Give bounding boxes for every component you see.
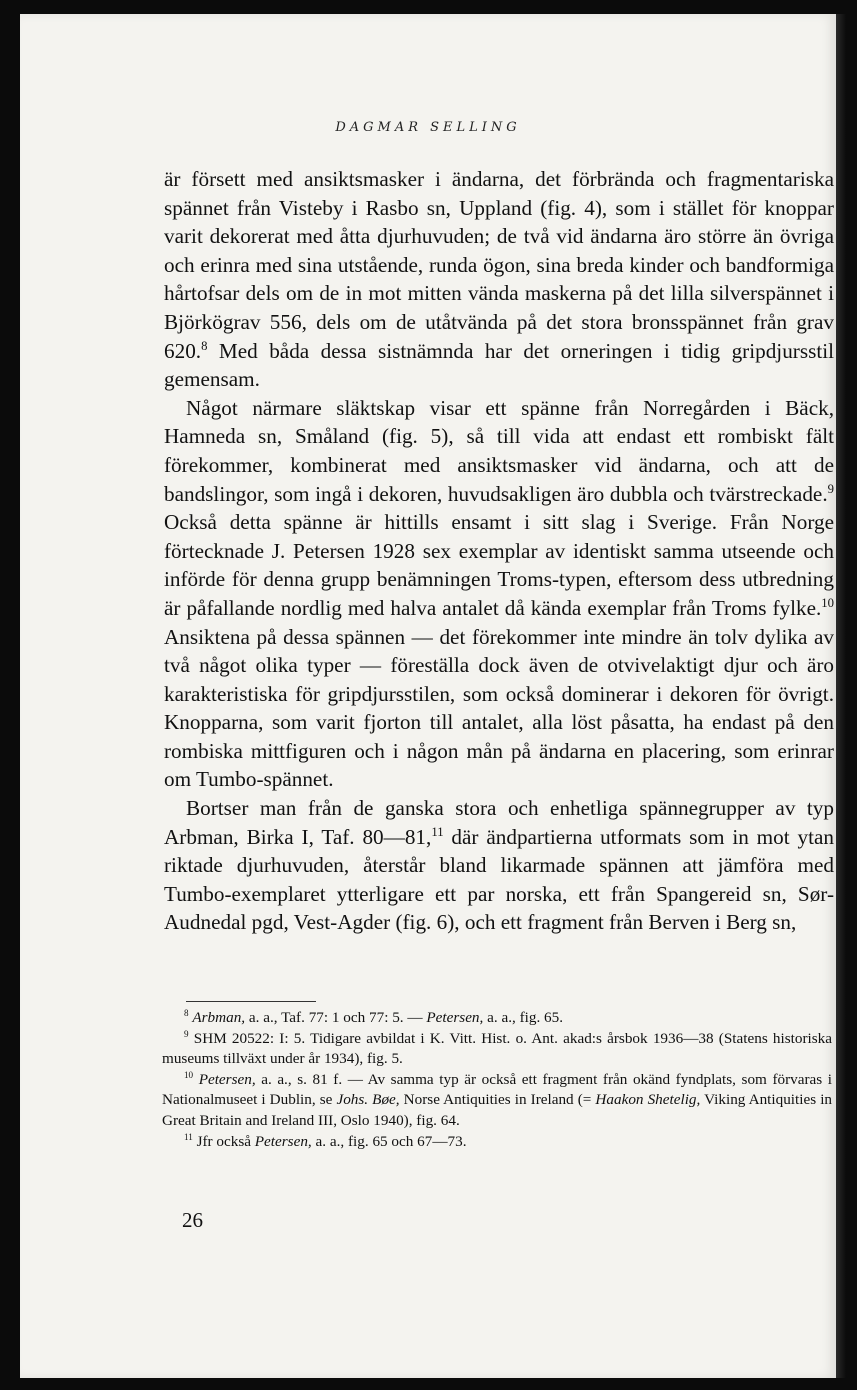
footnote-number: 10 <box>184 1069 194 1080</box>
footnote-number: 8 <box>184 1007 189 1018</box>
paragraph-3 <box>164 794 834 937</box>
text-run: a. a., Taf. 77: 1 och 77: 5. — <box>245 1009 427 1026</box>
footnote-11 <box>162 1132 832 1153</box>
author-name: Petersen, <box>254 1132 312 1150</box>
footnote-8 <box>162 1008 832 1029</box>
text-run: Norse Antiquities in Ireland (= <box>399 1091 596 1109</box>
footnote-number: 9 <box>184 1028 189 1039</box>
text-run: Också detta spänne är hittills ensamt i sitt slag i Sverige. Från Norge förtecknade J. Petersen 1928 sex exemplar av identiskt samma utseende och införde för denna grupp benämningen Troms-typen, eftersom dess utbredning är påfallande nordlig med halva antalet då kända exemplar från Troms fylke. <box>164 510 834 620</box>
footnote-ref-11: 11 <box>431 824 444 839</box>
author-name: Johs. Bøe, <box>336 1091 400 1109</box>
book-page <box>20 14 836 1378</box>
paragraph-1 <box>164 165 834 394</box>
running-header: DAGMAR SELLING <box>335 120 521 135</box>
footnote-ref-10: 10 <box>821 595 834 610</box>
footnote-ref-8: 8 <box>201 338 208 353</box>
text-run: SHM 20522: I: 5. Tidigare avbildat i K. Vitt. Hist. o. Ant. akad:s årsbok 1936—38 (Statens historiska museums tillväxt under år 1934), fig. 5. <box>162 1029 832 1068</box>
author-name: Arbman, <box>192 1009 246 1026</box>
text-run: a. a., s. 81 f. — Av samma typ är också ett fragment från okänd fyndplats, som förvaras i Nationalmuseet i Dublin, se <box>162 1070 832 1109</box>
footnotes <box>162 1008 832 1152</box>
text-run: Ansiktena på dessa spännen — det förekommer inte mindre än tolv dylika av två något olika typer — föreställa dock även de otvivelaktigt djur och äro karakteristiska för gripdjursstilen, som också dominerar i dekoren för övrigt. Knopparna, som varit fjorton till antalet, alla löst påsatta, ha endast på den rombiska mittfiguren och i någon mån på ändarna en placering, som erinrar om Tumbo-spännet. <box>164 624 834 792</box>
paragraph-2 <box>164 394 834 794</box>
text-run: är försett med ansiktsmasker i ändarna, det förbrända och fragmentariska spännet från Visteby i Rasbo sn, Uppland (fig. 4), som i stället för knoppar varit dekorerat med åtta djurhuvuden; de två vid ändarna äro större än övriga och erinra med sina utstående, runda ögon, sina breda kinder och bandformiga hårtofsar dels om de in mot mitten vända maskerna på det lilla silverspännet i Björkögrav 556, dels om de utåtvända på det stora bronsspännet från grav 620. <box>164 167 834 363</box>
footnote-10 <box>162 1070 832 1132</box>
body-text <box>164 165 834 937</box>
text-run: där ändpartierna utformats som in mot ytan riktade djurhuvuden, återstår bland likarmade spännen att jämföra med Tumbo-exemplaret ytterligare ett par norska, ett från Spangereid sn, Sør-Audnedal pgd, Vest-Agder (fig. 6), och ett fragment från Berven i Berg sn, <box>164 824 834 935</box>
text-run: Jfr också <box>192 1132 255 1150</box>
page-edge-shadow <box>836 14 846 1378</box>
text-run: Något närmare släktskap visar ett spänne från Norregården i Bäck, Hamneda sn, Småland (fig. 5), så till vida att endast ett rombiskt fält förekommer, kombinerat med ansiktsmasker vid ändarna, och att de bandslingor, som ingå i dekoren, huvudsakligen äro dubbla och tvärstreckade. <box>164 395 834 506</box>
author-name: Petersen, <box>426 1009 484 1026</box>
text-run: a. a., fig. 65. <box>483 1009 564 1026</box>
text-run: Bortser man från de ganska stora och enhetliga spännegrupper av typ Arbman, Birka I, Taf. 80—81, <box>164 796 834 849</box>
footnote-ref-9: 9 <box>827 481 834 496</box>
footnote-9 <box>162 1029 832 1070</box>
text-run: Med båda dessa sistnämnda har det orneringen i tidig gripdjursstil gemensam. <box>164 338 834 392</box>
author-name: Petersen, <box>198 1070 256 1088</box>
text-run: a. a., fig. 65 och 67—73. <box>311 1132 467 1150</box>
text-run: Viking Antiquities in Great Britain and Ireland III, Oslo 1940), fig. 64. <box>162 1091 833 1129</box>
footnote-rule <box>186 1001 316 1002</box>
footnote-number: 11 <box>184 1131 193 1142</box>
page-number: 26 <box>182 1208 203 1232</box>
author-name: Haakon Shetelig, <box>595 1091 701 1109</box>
